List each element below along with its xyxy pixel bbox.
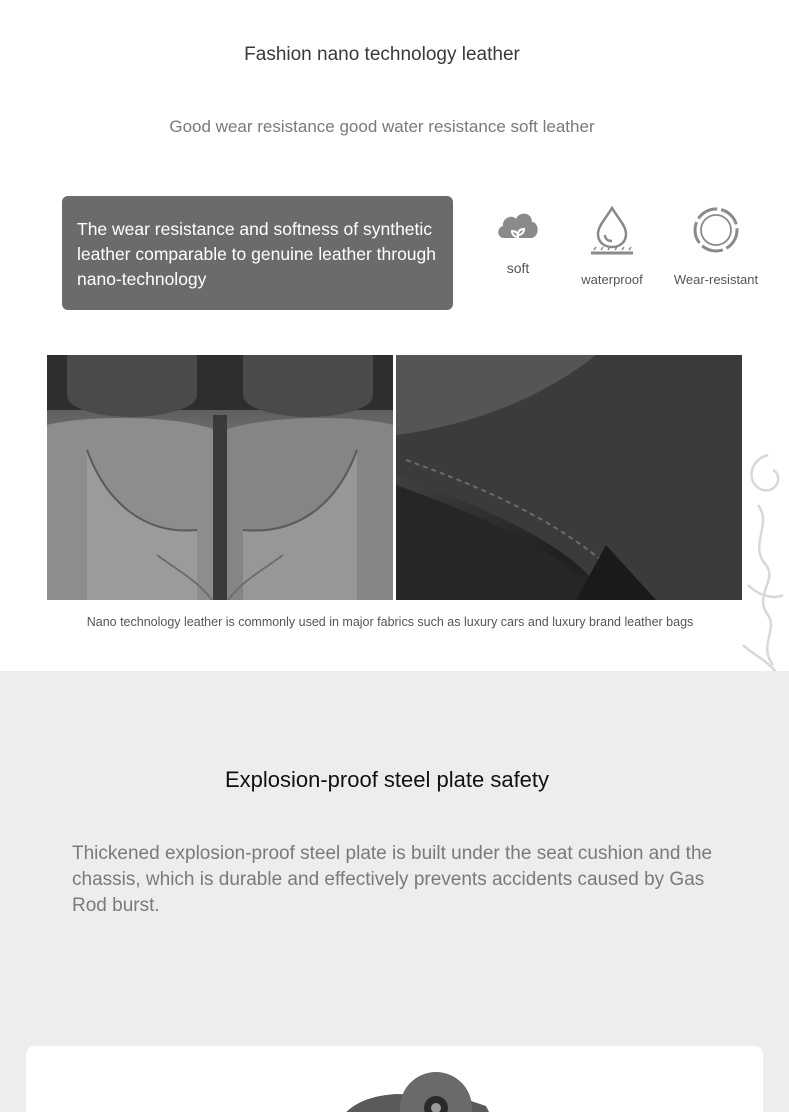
- leather-subtitle: Good wear resistance good water resistance soft leather: [169, 117, 595, 136]
- car-seats-illustration: [47, 355, 393, 600]
- feature-card: [62, 196, 453, 310]
- feature-waterproof-label: waterproof: [581, 272, 643, 287]
- feature-wear-resistant: [666, 206, 766, 287]
- feature-soft-label: soft: [506, 260, 530, 276]
- steel-description: Thickened explosion-proof steel plate is built under the seat cushion and the chassis, which is durable and effectively prevents accidents caused by Gas Rod burst.: [72, 843, 713, 916]
- steel-image-panel: [26, 1046, 763, 1112]
- leather-closeup-illustration: [396, 355, 742, 600]
- signature-watermark: [728, 445, 789, 685]
- steel-title: Explosion-proof steel plate safety: [224, 767, 550, 792]
- feature-soft: [488, 206, 548, 276]
- wear-ring-icon: [692, 206, 740, 254]
- steel-section: [0, 671, 789, 1112]
- leather-closeup-photo: [396, 355, 742, 600]
- cloud-plant-icon: [494, 206, 542, 250]
- leather-title: Fashion nano technology leather: [244, 44, 520, 65]
- water-drop-icon: [588, 206, 636, 256]
- feature-card-text: The wear resistance and softness of synthetic leather comparable to genuine leather through nano-technology: [77, 219, 436, 289]
- feature-wear-resistant-label: Wear-resistant: [673, 272, 759, 287]
- feature-waterproof: [574, 206, 650, 287]
- car-seats-photo: [47, 355, 393, 600]
- leather-caption: Nano technology leather is commonly used in major fabrics such as luxury cars and luxury brand leather bags: [86, 615, 694, 629]
- gas-rod-image: [26, 1046, 763, 1112]
